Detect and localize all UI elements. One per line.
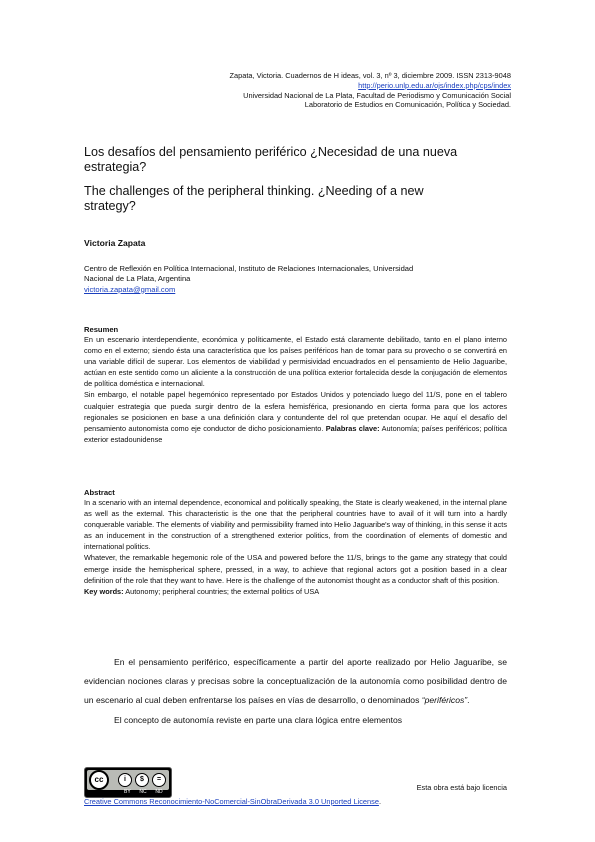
cc-icon: cc: [89, 770, 109, 790]
citation: Zapata, Victoria. Cuadernos de H ideas, vol. 3, nº 3, diciembre 2009. ISSN 2313-9048: [229, 71, 511, 80]
affiliation-line1: Centro de Reflexión en Política Internacional, Instituto de Relaciones Internacionales, Universidad: [84, 264, 414, 273]
main-body: [84, 653, 507, 730]
affiliation: [84, 264, 504, 295]
noderivatives-icon: =: [152, 773, 166, 787]
abstract-body: [84, 497, 507, 597]
affiliation-line2: Nacional de La Plata, Argentina: [84, 274, 191, 284]
attribution-icon: i: [118, 773, 132, 787]
license-link[interactable]: Creative Commons Reconocimiento-NoComercial-SinObraDerivada 3.0 Unported License: [84, 797, 379, 806]
resumen-paragraph-1: En un escenario interdependiente, económica y políticamente, el Estado está claramente debilitado, tanto en el plano interno como en el externo; siendo ésta una característica que los países periféricos han de tomar para su provecho o se convertirá en una variable difícil de superar. Los elementos de viabilidad y permisividad encuadrados en el pensamiento de Helio Jaguaribe, actúan en este sentido como un aliciente a la construcción de una política exterior fortalecida desde la conjugación de elementos de política doméstica e internacional.: [84, 335, 507, 389]
title-english: The challenges of the peripheral thinking. ¿Needing of a new strategy?: [84, 184, 424, 213]
noncommercial-icon: $: [135, 773, 149, 787]
abstract-keywords: Autonomy; peripheral countries; the external politics of USA: [125, 586, 320, 596]
abstract-keywords-label: Key words:: [84, 586, 124, 596]
badge-label-nd: ND: [155, 789, 163, 795]
badge-label-nc: NC: [139, 789, 147, 795]
institution: Universidad Nacional de La Plata, Facultad de Periodismo y Comunicación Social: [243, 90, 511, 100]
resumen-body: [84, 334, 507, 445]
title-spanish: Los desafíos del pensamiento periférico ¿Necesidad de una nueva estrategia?: [84, 145, 458, 174]
license-text: Esta obra está bajo licencia: [416, 783, 507, 792]
body-paragraph-1: En el pensamiento periférico, específicamente a partir del aporte realizado por Helio Jaguaribe, se evidencian nociones claras y precisas sobre la conceptualización de la autonomía como posibilidad dentro de un escenario al cual deben enfrentarse los países en vías de desarrollo, o denominados “periféricos”.: [84, 657, 507, 706]
license-line: Creative Commons Reconocimiento-NoComercial-SinObraDerivada 3.0 Unported License.: [84, 797, 381, 806]
perifericos-emphasis: “periféricos”: [421, 695, 468, 706]
resumen-heading: Resumen: [84, 325, 119, 334]
badge-label-by: BY: [124, 789, 131, 795]
resumen-keywords-label: Palabras clave:: [325, 423, 380, 433]
body-paragraph-2: El concepto de autonomía reviste en parte una clara lógica entre elementos: [114, 714, 403, 725]
abstract-heading: Abstract: [84, 488, 115, 497]
author-email-link[interactable]: victoria.zapata@gmail.com: [84, 284, 176, 294]
abstract-paragraph-1: In a scenario with an internal dependence, economical and politically speaking, the State is clearly weakened, in the internal plane as well as the external. This characteristic is the one that the peripheral countries have to avail of it will turn into a hardly conquerable variable. The elements of viability and permissibility framed into Helio Jaguaribe's way of thinking, in this sense it acts as an inducement in the construction of a strengthened exterior politics, from the coordination of elements of domestic and international politics.: [84, 498, 507, 552]
lab-name: Laboratorio de Estudios en Comunicación, Política y Sociedad.: [304, 100, 511, 110]
abstract-keywords-line: [84, 586, 507, 597]
cc-license-badge[interactable]: [84, 767, 172, 798]
page-header: [229, 71, 511, 110]
author-name: Victoria Zapata: [84, 238, 146, 248]
journal-url-link[interactable]: http://perio.unlp.edu.ar/ojs/index.php/cps/index: [358, 80, 511, 90]
abstract-paragraph-2: Whatever, the remarkable hegemonic role of the USA and powered before the 11/S, brings to the game any strategy that could emerge inside the hemispherical sphere, pressed, in a way, to achieve that regional actors got a position based in a clear definition of the role that they want to have. Here is the challenge of the autonomist thought as a conductor shaft of this position.: [84, 553, 507, 585]
resumen-keywords: Autonomía; países periféricos; política exterior estadounidense: [84, 423, 508, 444]
resumen-paragraph-2: Sin embargo, el notable papel hegemónico representado por Estados Unidos y potenciado luego del 11/S, pone en el tablero cualquier estrategia que pueda surgir dentro de la esfera hemisférica, presionando en cierta forma para que los actores regionales se posicionen en base a una definición clara y contundente del rol que pretendan ocupar. He aquí el desafío del pensamiento autonomista como eje conductor de dicho posicionamiento. Palabras clave: Autonomía; países periféricos; política exterior estadounidense: [84, 390, 508, 444]
